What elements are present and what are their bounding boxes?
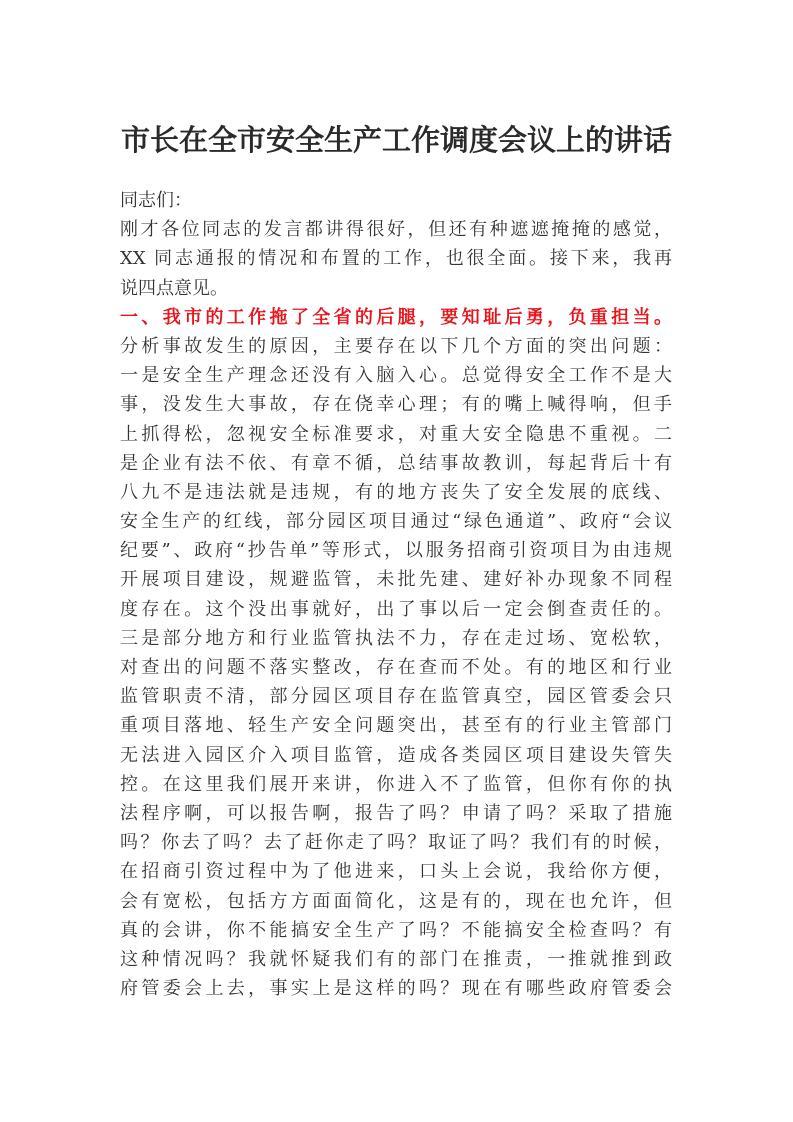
body-line: 纪要”、政府“抄告单”等形式，以服务招商引资项目为由违规 xyxy=(120,540,672,562)
body-line: 安全生产的红线，部分园区项目通过“绿色通道”、政府“会议 xyxy=(120,511,672,533)
section-heading: 一、我市的工作拖了全省的后腿，要知耻后勇，负重担当。 xyxy=(120,306,672,328)
body-line: 事，没发生大事故，存在侥幸心理；有的嘴上喊得响，但手 xyxy=(120,394,672,416)
body-line: 监管职责不清，部分园区项目存在监管真空，园区管委会只 xyxy=(120,686,672,708)
body-line: 法程序啊，可以报告啊，报告了吗？申请了吗？采取了措施 xyxy=(120,802,672,824)
body-line: 上抓得松，忽视安全标准要求，对重大安全隐患不重视。二 xyxy=(120,423,672,445)
body-line: 重项目落地、轻生产安全问题突出，甚至有的行业主管部门 xyxy=(120,715,672,737)
body-line: 三是部分地方和行业监管执法不力，存在走过场、宽松软， xyxy=(120,627,672,649)
body-line: 刚才各位同志的发言都讲得很好，但还有种遮遮掩掩的感觉， xyxy=(120,219,672,241)
body-line: 控。在这里我们展开来讲，你进入不了监管，但你有你的执 xyxy=(120,773,672,795)
body-line: 这种情况吗？我就怀疑我们有的部门在推责，一推就推到政 xyxy=(120,948,672,970)
document-title: 市长在全市安全生产工作调度会议上的讲话 xyxy=(120,123,672,157)
body-line: 同志们： xyxy=(120,190,192,211)
body-line: 真的会讲，你不能搞安全生产了吗？不能搞安全检查吗？有 xyxy=(120,919,672,941)
body-line: 府管委会上去，事实上是这样的吗？现在有哪些政府管委会 xyxy=(120,978,672,1000)
body-line: 会有宽松，包括方方面面简化，这是有的，现在也允许，但 xyxy=(120,890,672,912)
body-line: 是企业有法不依、有章不循，总结事故教训，每起背后十有 xyxy=(120,452,672,474)
body-line: 在招商引资过程中为了他进来，口头上会说，我给你方便， xyxy=(120,861,672,883)
body-line: 分析事故发生的原因，主要存在以下几个方面的突出问题： xyxy=(120,335,672,357)
body-line: 说四点意见。 xyxy=(120,277,228,299)
body-line: 度存在。这个没出事就好，出了事以后一定会倒查责任的。 xyxy=(120,598,672,620)
body-line: 开展项目建设，规避监管，未批先建、建好补办现象不同程 xyxy=(120,569,672,591)
body-line: 一是安全生产理念还没有入脑入心。总觉得安全工作不是大 xyxy=(120,365,672,387)
body-line: 无法进入园区介入项目监管，造成各类园区项目建设失管失 xyxy=(120,744,672,766)
body-line: XX 同志通报的情况和布置的工作，也很全面。接下来，我再 xyxy=(120,248,672,270)
body-line: 吗？你去了吗？去了赶你走了吗？取证了吗？我们有的时候， xyxy=(120,832,672,854)
document-body xyxy=(120,186,672,1003)
body-line: 八九不是违法就是违规，有的地方丧失了安全发展的底线、 xyxy=(120,481,672,503)
body-line: 对查出的问题不落实整改，存在查而不处。有的地区和行业 xyxy=(120,657,672,678)
